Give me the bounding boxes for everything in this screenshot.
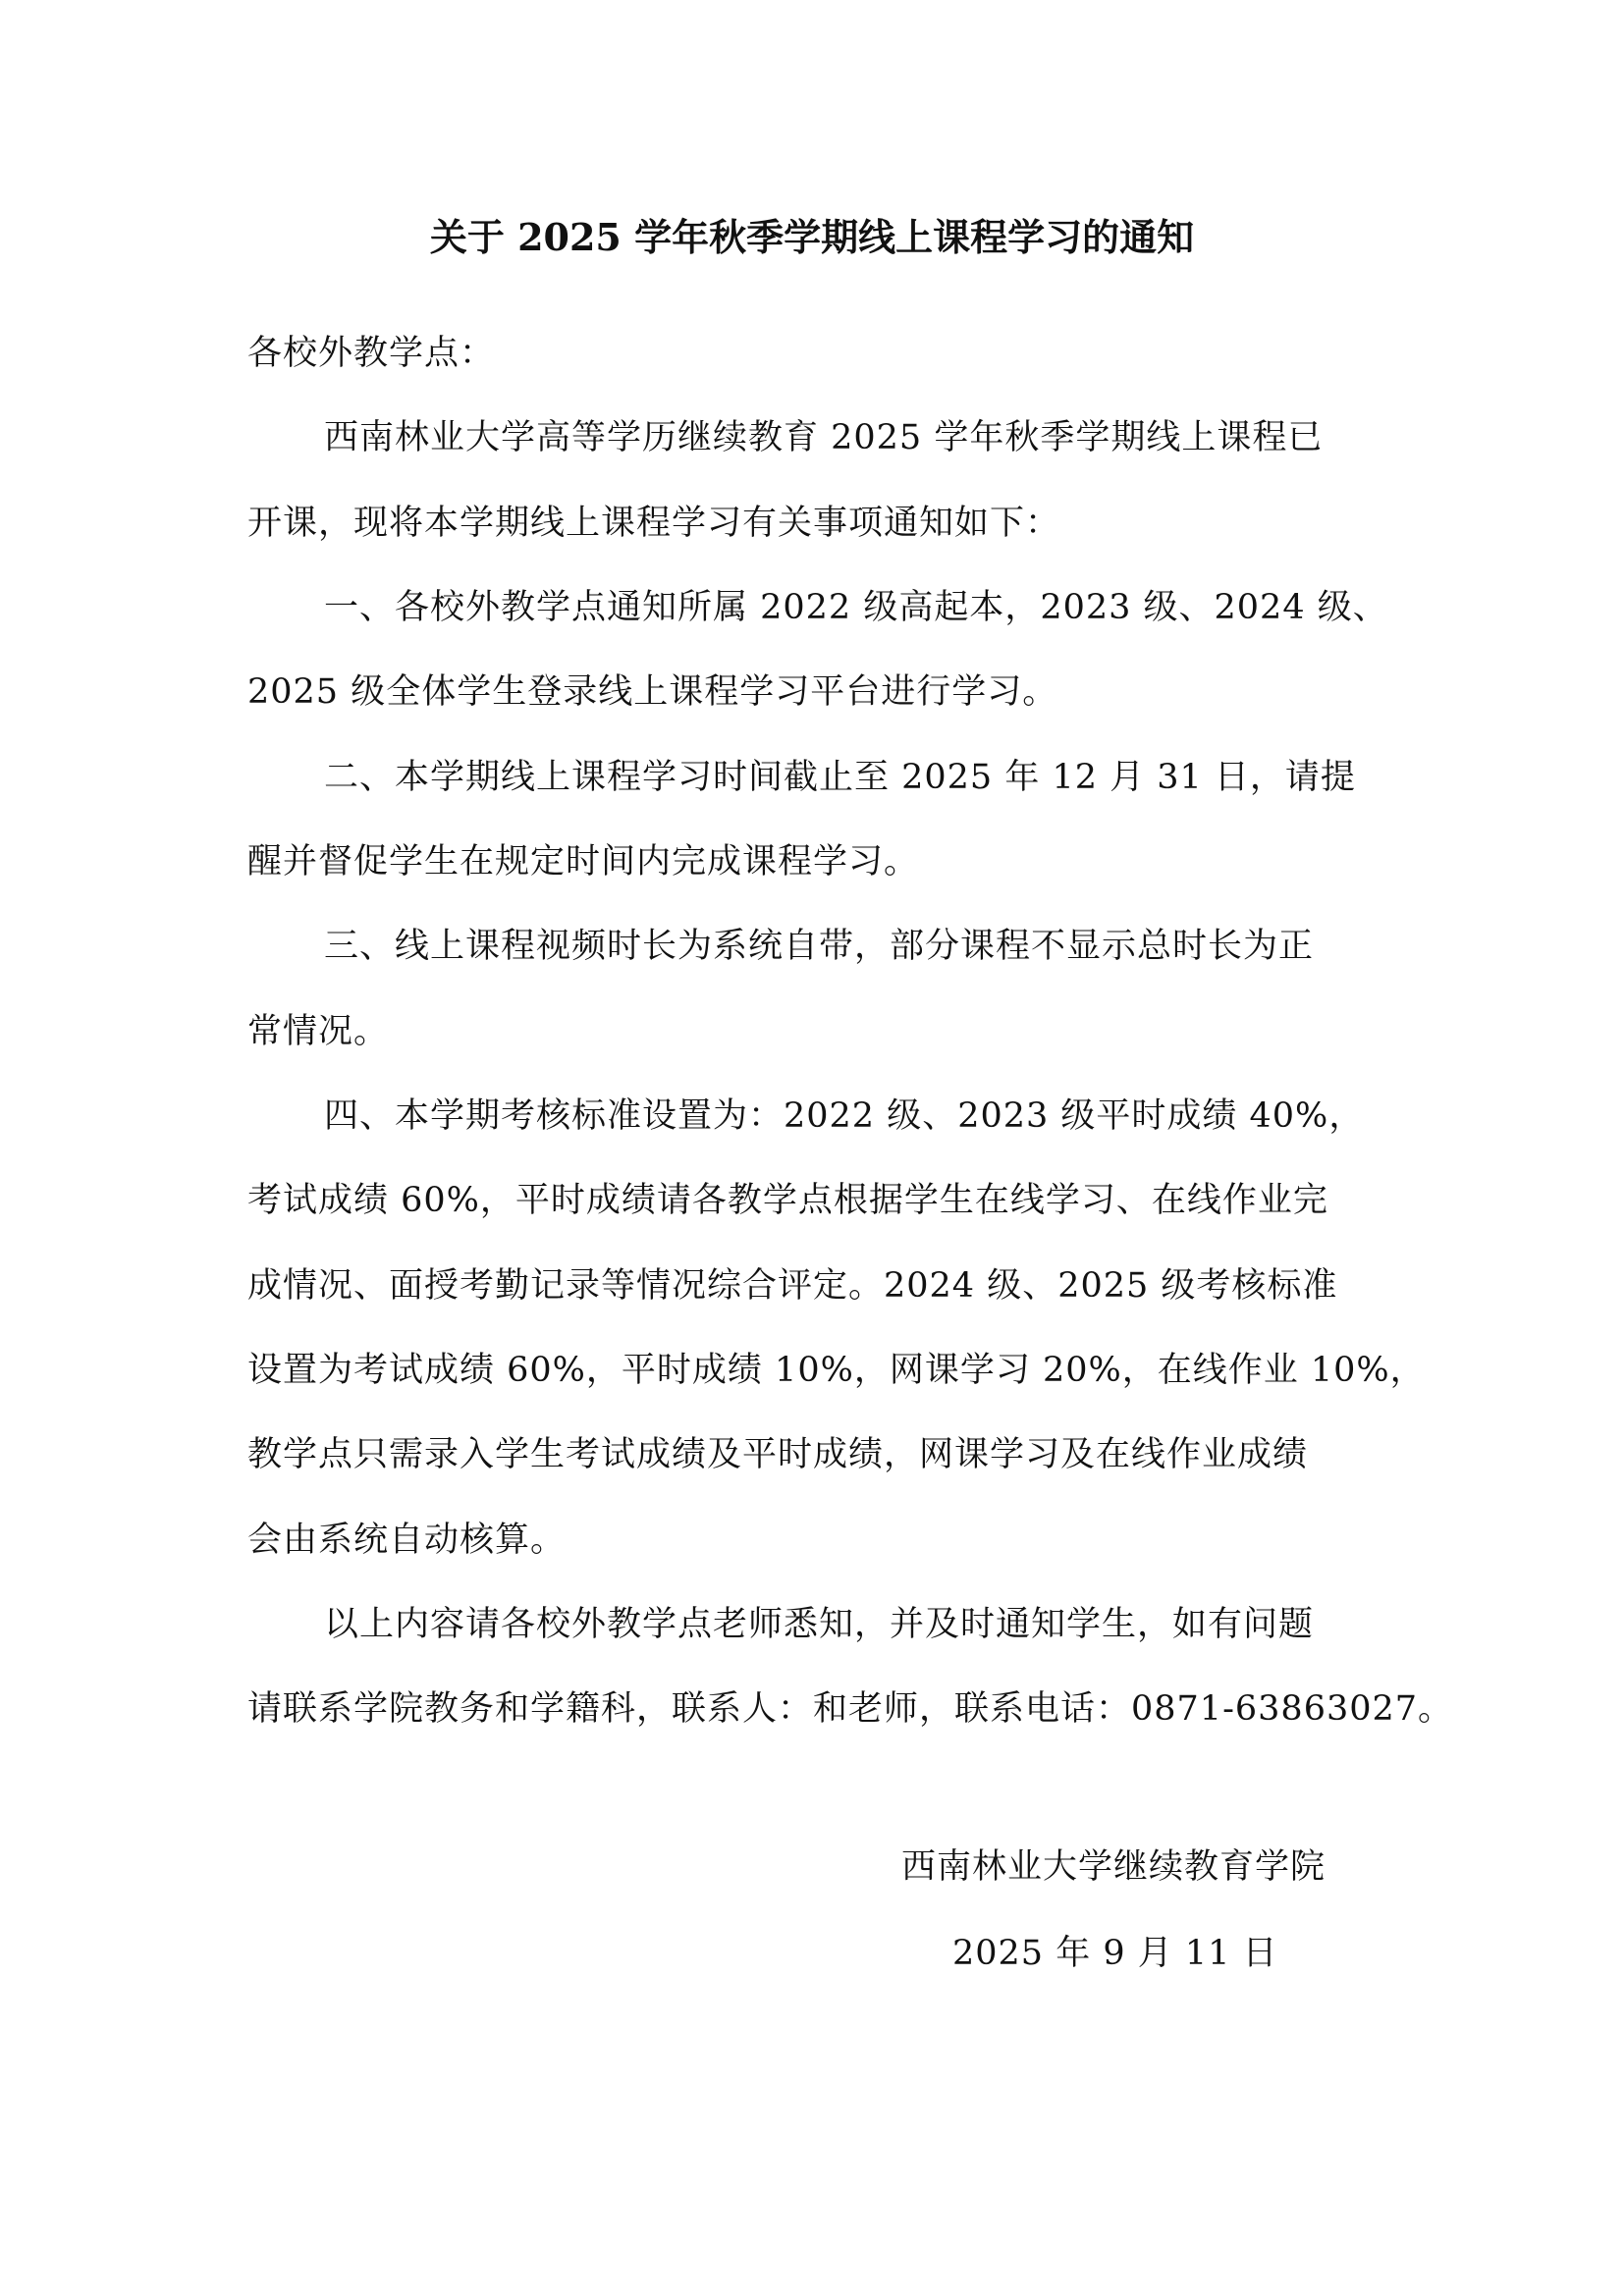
body-line: 三、线上课程视频时长为系统自带，部分课程不显示总时长为正 xyxy=(324,927,1315,966)
notice-title: 关于 2025 学年秋季学期线上课程学习的通知 xyxy=(429,215,1195,259)
body-line: 四、本学期考核标准设置为：2022 级、2023 级平时成绩 40%， xyxy=(324,1096,1365,1136)
body-line: 开课，现将本学期线上课程学习有关事项通知如下： xyxy=(247,504,1061,543)
body-line: 设置为考试成绩 60%，平时成绩 10%，网课学习 20%，在线作业 10%， xyxy=(247,1351,1426,1390)
signature-date: 2025 年 9 月 11 日 xyxy=(952,1934,1278,1973)
body-line: 西南林业大学高等学历继续教育 2025 学年秋季学期线上课程已 xyxy=(324,418,1324,457)
body-line: 会由系统自动核算。 xyxy=(247,1521,567,1560)
body-line: 常情况。 xyxy=(247,1012,390,1051)
body-line: 成情况、面授考勤记录等情况综合评定。2024 级、2025 级考核标准 xyxy=(247,1266,1338,1306)
body-line: 请联系学院教务和学籍科，联系人：和老师，联系电话：0871-63863027。 xyxy=(247,1689,1454,1729)
body-line: 考试成绩 60%，平时成绩请各教学点根据学生在线学习、在线作业完 xyxy=(247,1181,1328,1220)
body-line: 一、各校外教学点通知所属 2022 级高起本，2023 级、2024 级、 xyxy=(324,588,1388,627)
body-line: 以上内容请各校外教学点老师悉知，并及时通知学生，如有问题 xyxy=(324,1605,1315,1644)
body-line: 醒并督促学生在规定时间内完成课程学习。 xyxy=(247,842,920,881)
body-line: 教学点只需录入学生考试成绩及平时成绩，网课学习及在线作业成绩 xyxy=(247,1435,1309,1474)
signature-org: 西南林业大学继续教育学院 xyxy=(901,1847,1326,1887)
salutation: 各校外教学点： xyxy=(247,334,496,373)
body-line: 2025 级全体学生登录线上课程学习平台进行学习。 xyxy=(247,672,1058,712)
body-line: 二、本学期线上课程学习时间截止至 2025 年 12 月 31 日，请提 xyxy=(324,758,1356,797)
